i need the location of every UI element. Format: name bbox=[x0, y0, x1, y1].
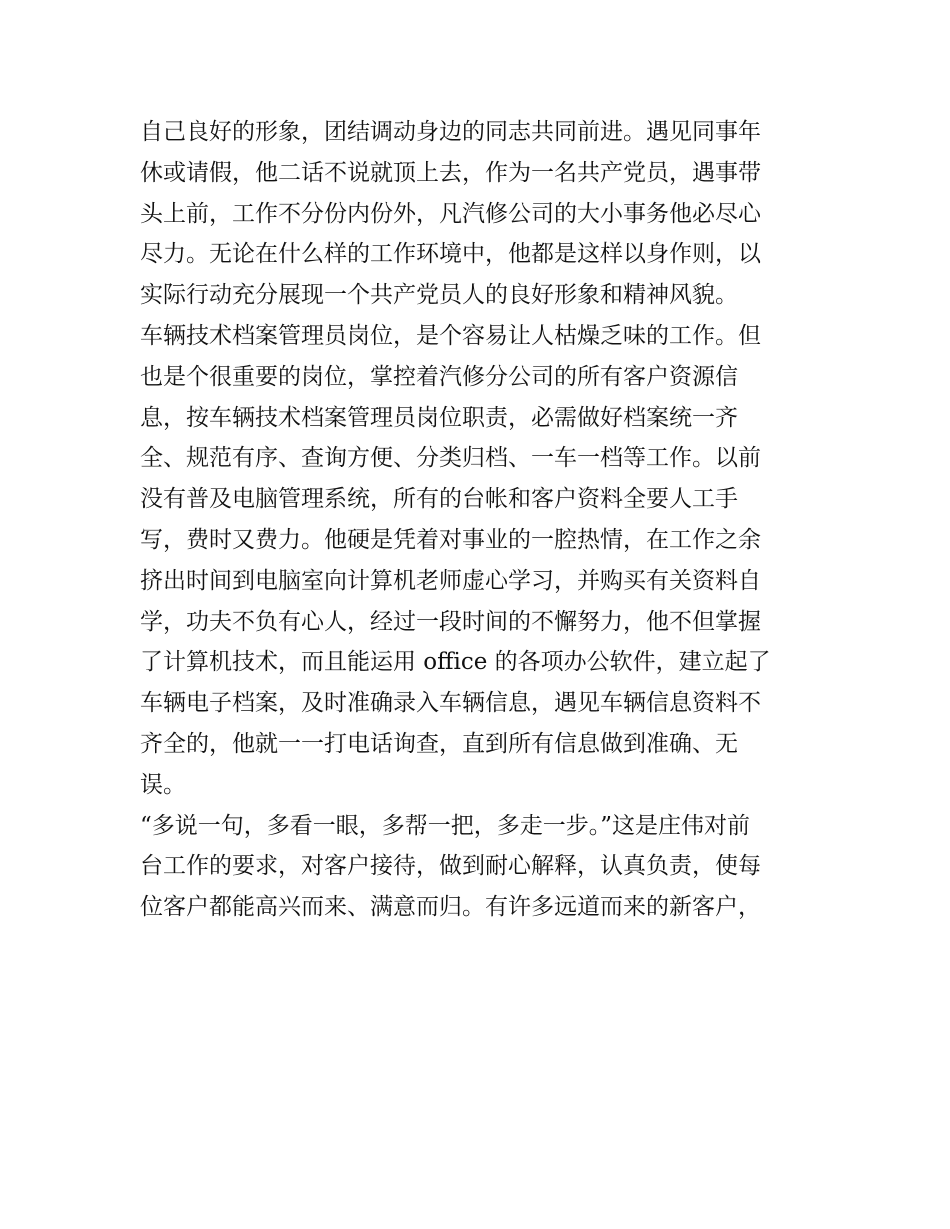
paragraph-2-line-7: 挤出时间到电脑室向计算机老师虚心学习，并购买有关资料自 bbox=[140, 567, 761, 594]
paragraph-2-line-8: 学，功夫不负有心人，经过一段时间的不懈努力，他不但掌握 bbox=[140, 608, 761, 635]
paragraph-3-line-3: 位客户都能高兴而来、满意而归。有许多远道而来的新客户， bbox=[140, 894, 761, 921]
paragraph-1-line-1: 自己良好的形象，团结调动身边的同志共同前进。遇见同事年 bbox=[140, 119, 761, 145]
paragraph-1-line-5: 实际行动充分展现一个共产党员人的良好形象和精神风貌。 bbox=[140, 282, 738, 309]
paragraph-3-line-1: “多说一句，多看一眼，多帮一把，多走一步。”这是庄伟对前 bbox=[140, 812, 751, 839]
paragraph-1-line-2: 休或请假，他二话不说就顶上去，作为一名共产党员，遇事带 bbox=[140, 159, 761, 186]
paragraph-2-line-4: 全、规范有序、查询方便、分类归档、一车一档等工作。以前 bbox=[140, 445, 761, 472]
paragraph-2-line-12: 误。 bbox=[140, 771, 186, 798]
paragraph-1-line-3: 头上前，工作不分份内份外，凡汽修公司的大小事务他必尽心 bbox=[140, 200, 761, 227]
paragraph-2-line-6: 写，费时又费力。他硬是凭着对事业的一腔热情，在工作之余 bbox=[140, 526, 761, 553]
paragraph-2-line-5: 没有普及电脑管理系统，所有的台帐和客户资料全要人工手 bbox=[140, 486, 738, 513]
paragraph-2-line-11: 齐全的，他就一一打电话询查，直到所有信息做到准确、无 bbox=[140, 730, 738, 757]
paragraph-2-line-9: 了计算机技术，而且能运用 office 的各项办公软件，建立起了 bbox=[140, 649, 771, 676]
paragraph-3-line-2: 台工作的要求，对客户接待，做到耐心解释，认真负责，使每 bbox=[140, 853, 761, 880]
paragraph-2-line-1: 车辆技术档案管理员岗位，是个容易让人枯燥乏味的工作。但 bbox=[140, 322, 761, 349]
body-text bbox=[140, 112, 820, 928]
paragraph-1-line-4: 尽力。无论在什么样的工作环境中，他都是这样以身作则，以 bbox=[140, 241, 761, 268]
paragraph-2-line-3: 息，按车辆技术档案管理员岗位职责，必需做好档案统一齐 bbox=[140, 404, 738, 431]
paragraph-2-line-10: 车辆电子档案，及时准确录入车辆信息，遇见车辆信息资料不 bbox=[140, 690, 761, 717]
paragraph-2-line-2: 也是个很重要的岗位，掌控着汽修分公司的所有客户资源信 bbox=[140, 363, 738, 390]
